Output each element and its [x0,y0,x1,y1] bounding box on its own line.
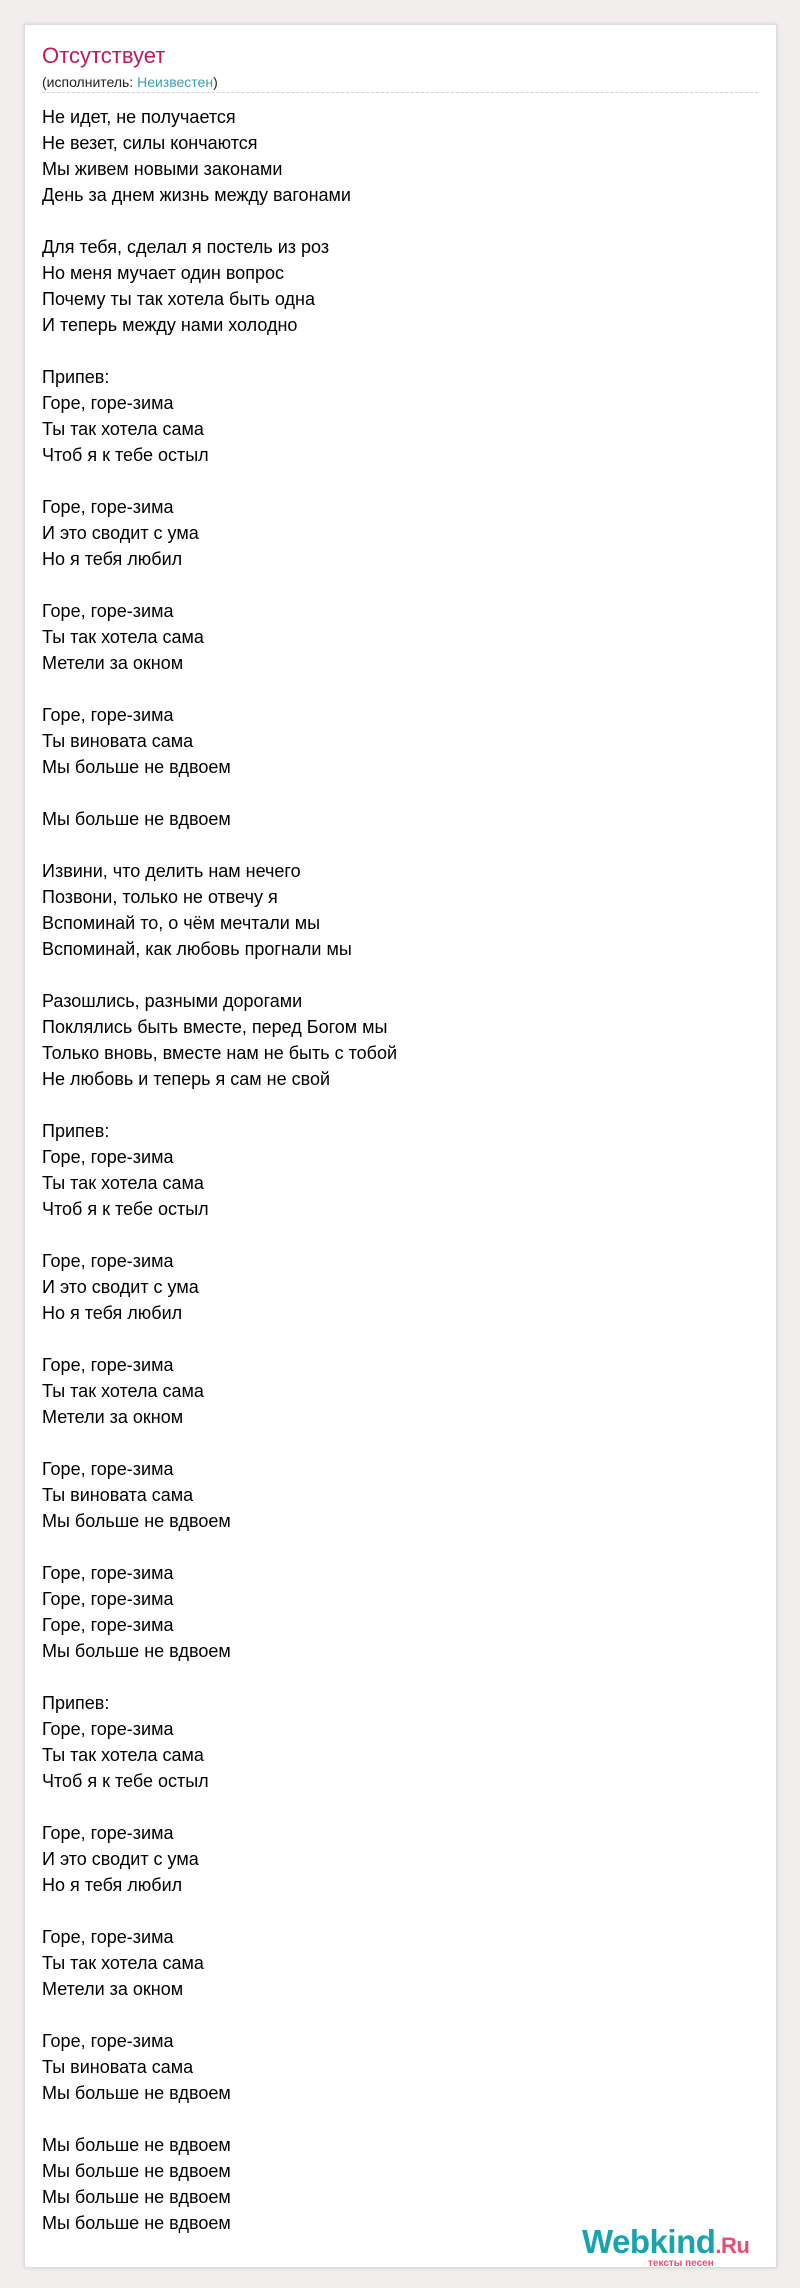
lyric-line: Чтоб я к тебе остыл [42,445,209,465]
artist-prefix: (исполнитель: [42,74,138,90]
lyric-line: Горе, горе-зима [42,1459,174,1479]
title-divider [42,92,758,93]
lyric-line: Горе, горе-зима [42,1615,174,1635]
lyric-line: Поклялись быть вместе, перед Богом мы [42,1017,388,1037]
lyric-line: Метели за окном [42,653,184,673]
lyric-line: Горе, горе-зима [42,1251,174,1271]
lyric-line: Мы больше не вдвоем [42,2161,231,2181]
lyric-line: Мы больше не вдвоем [42,809,231,829]
lyric-line: Ты так хотела сама [42,1381,204,1401]
lyric-line [42,962,742,988]
lyric-line [42,208,742,234]
lyric-line: Горе, горе-зима [42,497,174,517]
lyric-line [42,676,742,702]
lyric-line: Метели за окном [42,1407,184,1427]
artist-line [42,73,218,91]
lyric-line: Горе, горе-зима [42,1719,174,1739]
lyric-line: И это сводит с ума [42,1849,199,1869]
lyric-line [42,2002,742,2028]
lyric-line: Вспоминай то, о чём мечтали мы [42,913,321,933]
lyric-line: Мы больше не вдвоем [42,2135,231,2155]
lyric-line [42,1430,742,1456]
lyric-line: Не везет, силы кончаются [42,133,258,153]
lyric-line: И теперь между нами холодно [42,315,298,335]
lyric-line: Но я тебя любил [42,1303,183,1323]
lyric-line: Разошлись, разными дорогами [42,991,303,1011]
lyric-line: Горе, горе-зима [42,705,174,725]
lyric-line: Мы больше не вдвоем [42,757,231,777]
logo-tagline: тексты песен [648,2258,714,2269]
lyric-line: Мы больше не вдвоем [42,2083,231,2103]
lyric-line [42,1664,742,1690]
lyric-line: Но меня мучает один вопрос [42,263,284,283]
lyric-line: И это сводит с ума [42,1277,199,1297]
lyric-line: Припев: [42,1693,110,1713]
lyric-line: Горе, горе-зима [42,2031,174,2051]
lyric-line: И это сводит с ума [42,523,199,543]
lyric-line [42,1898,742,1924]
lyric-line: Метели за окном [42,1979,184,1999]
lyric-line [42,1326,742,1352]
lyric-line: Горе, горе-зима [42,1589,174,1609]
lyric-line: Не любовь и теперь я сам не свой [42,1069,331,1089]
lyric-line: Припев: [42,367,110,387]
artist-link[interactable]: Неизвестен [137,74,214,90]
lyric-line: Ты виновата сама [42,1485,194,1505]
lyric-line: Припев: [42,1121,110,1141]
lyric-line: Горе, горе-зима [42,1355,174,1375]
lyric-line: Мы больше не вдвоем [42,1511,231,1531]
lyric-line: Но я тебя любил [42,549,183,569]
lyric-line: Ты так хотела сама [42,627,204,647]
lyric-line: Почему ты так хотела быть одна [42,289,315,309]
lyric-line [42,468,742,494]
lyric-line: Ты виновата сама [42,2057,194,2077]
lyric-line: Ты так хотела сама [42,1173,204,1193]
lyric-line: Мы больше не вдвоем [42,2213,231,2233]
lyric-line: Горе, горе-зима [42,393,174,413]
lyric-line: Не идет, не получается [42,107,236,127]
lyric-line: Горе, горе-зима [42,1927,174,1947]
lyric-line: Ты виновата сама [42,731,194,751]
webkind-logo[interactable] [582,2222,772,2272]
logo-domain: .Ru [715,2233,750,2258]
lyric-line: Только вновь, вместе нам не быть с тобой [42,1043,398,1063]
lyric-line [42,338,742,364]
song-title: Отсутствует [42,43,166,68]
lyric-line [42,1092,742,1118]
lyrics-body [42,104,742,2236]
artist-suffix: ) [213,74,218,90]
lyric-line [42,572,742,598]
lyric-line: Горе, горе-зима [42,1563,174,1583]
lyric-line: Но я тебя любил [42,1875,183,1895]
lyric-line [42,1534,742,1560]
lyric-line: Ты так хотела сама [42,1745,204,1765]
lyric-line [42,1794,742,1820]
lyric-line: Ты так хотела сама [42,419,204,439]
lyric-line: Горе, горе-зима [42,1147,174,1167]
lyric-line: Горе, горе-зима [42,601,174,621]
lyric-line: Мы живем новыми законами [42,159,283,179]
lyric-line: Вспоминай, как любовь прогнали мы [42,939,352,959]
lyric-line: Ты так хотела сама [42,1953,204,1973]
lyric-line: Мы больше не вдвоем [42,2187,231,2207]
lyric-line: Чтоб я к тебе остыл [42,1199,209,1219]
lyric-line [42,780,742,806]
lyric-line: Для тебя, сделал я постель из роз [42,237,330,257]
lyric-line [42,2106,742,2132]
lyric-line: Позвони, только не отвечу я [42,887,278,907]
lyric-line: Чтоб я к тебе остыл [42,1771,209,1791]
lyric-line [42,1222,742,1248]
lyric-line: День за днем жизнь между вагонами [42,185,351,205]
logo-name: Webkind [582,2223,716,2260]
lyric-line: Извини, что делить нам нечего [42,861,301,881]
lyric-line: Мы больше не вдвоем [42,1641,231,1661]
lyric-line: Горе, горе-зима [42,1823,174,1843]
lyric-line [42,832,742,858]
